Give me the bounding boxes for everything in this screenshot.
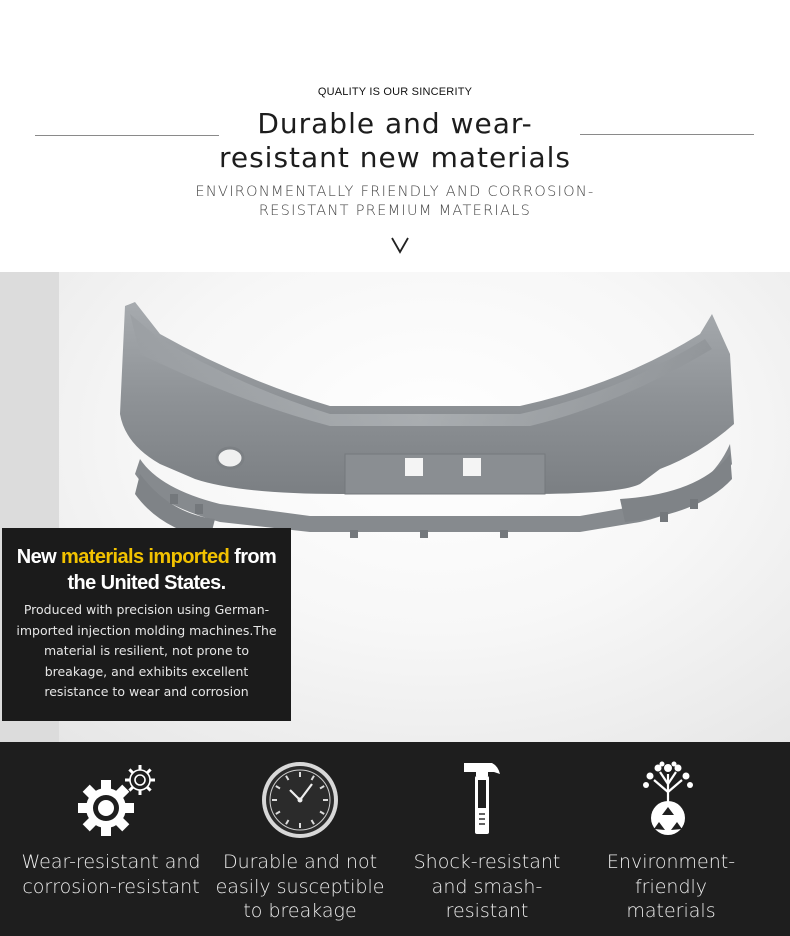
kicker-text: QUALITY IS OUR SINCERITY — [317, 86, 473, 98]
divider-right — [580, 134, 754, 135]
feature-label: Durable and not easily susceptible to breakage — [215, 851, 385, 922]
feature-item — [212, 742, 388, 936]
page-subtitle: ENVIRONMENTALLY FRIENDLY AND CORROSION-RESISTANT PREMIUM MATERIALS — [195, 184, 595, 219]
bumper-image — [100, 294, 750, 554]
hammer-icon — [462, 760, 502, 838]
callout-heading-prefix: New — [16, 546, 62, 568]
feature-item — [588, 742, 754, 936]
callout-body: Produced with precision using German-imported injection molding machines.The material is resilient, not prone to breakage, and exhibits excellent resistance to wear and corrosion — [16, 602, 277, 700]
header-section — [0, 0, 790, 272]
materials-callout — [2, 528, 291, 721]
feature-label: Environment-friendly materials — [606, 851, 736, 922]
page-title: Durable and wear-resistant new materials — [218, 107, 572, 174]
feature-item — [20, 742, 202, 936]
feature-label: Wear-resistant and corrosion-resistant — [21, 851, 201, 898]
tree-recycle-icon — [638, 760, 698, 836]
chevron-down-icon — [385, 234, 415, 256]
callout-heading-highlight: materials imported — [61, 546, 230, 568]
clock-icon — [260, 760, 340, 840]
divider-left — [35, 135, 219, 136]
callout-heading-suffix: from the United States. — [67, 546, 277, 594]
feature-label: Shock-resistant and smash-resistant — [413, 851, 561, 922]
callout-heading — [2, 544, 291, 596]
features-band — [0, 742, 790, 936]
feature-item — [396, 742, 578, 936]
gears-icon — [76, 764, 158, 836]
